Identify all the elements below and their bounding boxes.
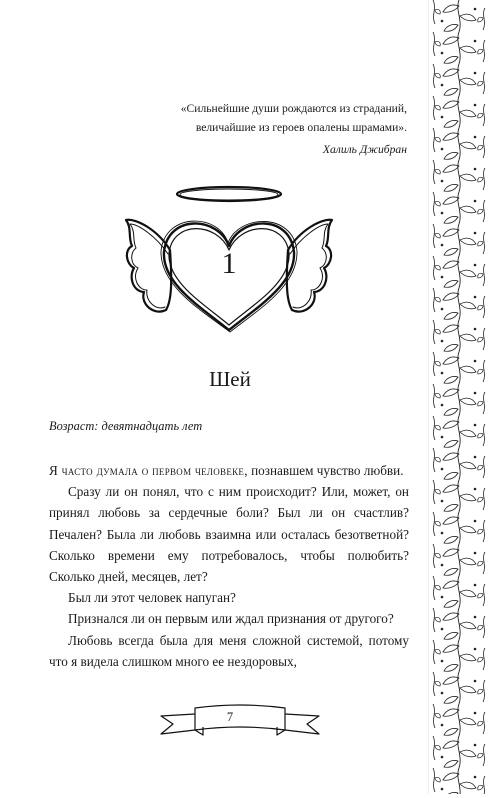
- epigraph-line-1: «Сильнейшие души рождаются из страданий,: [180, 102, 407, 115]
- paragraph-1-rest: познавшем чувство любви.: [247, 463, 404, 478]
- paragraph-1-lead: Я часто думала о первом человеке,: [49, 463, 248, 478]
- epigraph-author: Халиль Джибран: [322, 143, 407, 156]
- paragraph-5: Любовь всегда была для меня сложной системой, потому что я видела слишком много ее нездоровых,: [49, 632, 409, 669]
- paragraph-2: Сразу ли он понял, что с ним происходит? Или, может, он принял любовь за сердечные боли? Был ли он счастлив? Печален? Была ли любовь взаимна или осталась безответной? Сколько времени ему потребовалось, чтобы полюбить? Сколько дней, месяцев, лет?: [49, 484, 409, 585]
- chapter-age-line: Возраст: девятнадцать лет: [49, 419, 203, 433]
- vine-border-ornament: [428, 0, 489, 794]
- page-number: 7: [226, 710, 234, 724]
- paragraph-3: Был ли этот человек напуган?: [68, 590, 236, 606]
- chapter-title: Шей: [209, 367, 251, 391]
- epigraph: [120, 99, 407, 159]
- paragraph-1: [49, 460, 409, 481]
- epigraph-line-2: величайшие из героев опалены шрамами».: [195, 121, 407, 134]
- chapter-number: 1: [221, 247, 237, 280]
- paragraph-4: Признался ли он первым или ждал признания от другого?: [68, 611, 394, 627]
- body-text: [49, 460, 409, 672]
